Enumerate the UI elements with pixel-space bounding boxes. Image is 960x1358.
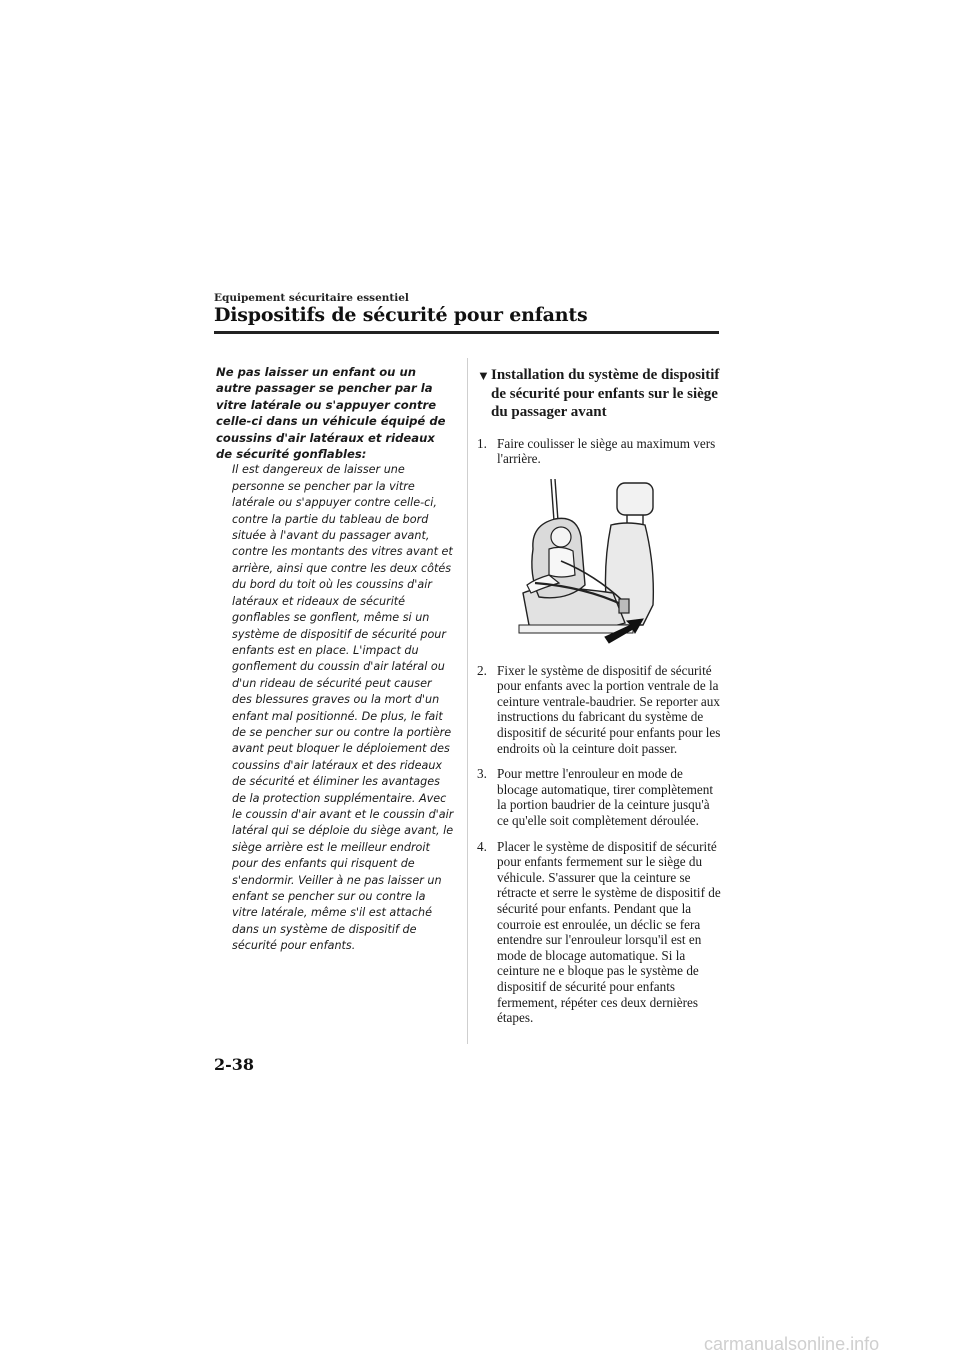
installation-heading-text: Installation du système de dispositif de sécurité pour enfants sur le siège du passager avant [491, 367, 720, 420]
warning-heading: Ne pas laisser un enfant ou un autre passager se pencher par la vitre latérale ou s'appuyer contre celle-ci dans un véhicule équipé de coussins d'air latéraux et rideaux de sécurité gonflables: [216, 365, 446, 462]
installation-section [477, 366, 722, 1026]
page-title: Dispositifs de sécurité pour enfants [214, 304, 588, 326]
step-number: 4. [477, 838, 487, 854]
watermark: carmanualsonline.info [704, 1334, 880, 1354]
step-text: Faire coulisser le siège au maximum vers l'arrière. [497, 435, 716, 467]
section-label: Equipement sécuritaire essentiel [214, 292, 409, 304]
step-2 [477, 663, 722, 757]
child-seat-illustration [515, 475, 657, 647]
page-number: 2-38 [214, 1055, 255, 1074]
step-1 [477, 436, 722, 467]
step-text: Fixer le système de dispositif de sécurité pour enfants avec la portion ventrale de la ceinture ventrale-baudrier. Se reporter aux instructions du fabricant du système de dispositif de sécurité pour enfants pour les endroits où la ceinture doit passer. [497, 662, 721, 756]
title-rule [214, 331, 719, 334]
step-4 [477, 839, 722, 1026]
column-divider [467, 358, 468, 1044]
warning-block [216, 364, 454, 955]
installation-heading [477, 366, 722, 422]
step-text: Placer le système de dispositif de sécurité pour enfants fermement sur le siège du véhicule. S'assurer que la ceinture se rétracte et serre le système de dispositif de sécurité pour enfants. Pendant que la courroie est enroulée, un déclic se fera entendre sur l'enrouleur lorsqu'il est en mode de blocage automatique. Si la ceinture ne e bloque pas le système de dispositif de sécurité pour enfants fermement, répéter ces deux dernières étapes. [497, 838, 721, 1026]
step-number: 1. [477, 435, 487, 451]
step-text: Pour mettre l'enrouleur en mode de blocage automatique, tirer complètement la portion baudrier de la ceinture jusqu'à ce qu'elle soit complètement déroulée. [497, 766, 714, 829]
warning-body: Il est dangereux de laisser une personne se pencher par la vitre latérale ou s'appuyer contre celle-ci, contre la partie du tableau de bord située à l'avant du passager avant, contre les montants des vitres avant et arrière, ainsi que contre les deux côtés du bord du toit où les coussins d'air latéraux et rideaux de sécurité gonflables se gonflent, même si un système de dispositif de sécurité pour enfants est en place. L'impact du gonflement du coussin d'air latéral ou d'un rideau de sécurité peut causer des blessures graves ou la mort d'un enfant mal positionné. De plus, le fait de se pencher sur ou contre la portière avant peut bloquer le déploiement des coussins d'air latéraux et des rideaux de sécurité et éliminer les avantages de la protection supplémentaire. Avec le coussin d'air avant et le coussin d'air latéral qui se déploie du siège avant, le siège arrière est le meilleur endroit pour des enfants qui risquent de s'endormir. Veiller à ne pas laisser un enfant se pencher sur ou contre la vitre latérale, même s'il est attaché dans un système de dispositif de sécurité pour enfants. [232, 463, 454, 953]
step-3 [477, 766, 722, 828]
down-triangle-icon: ▼ [477, 368, 490, 383]
step-number: 2. [477, 662, 487, 678]
step-number: 3. [477, 766, 487, 782]
